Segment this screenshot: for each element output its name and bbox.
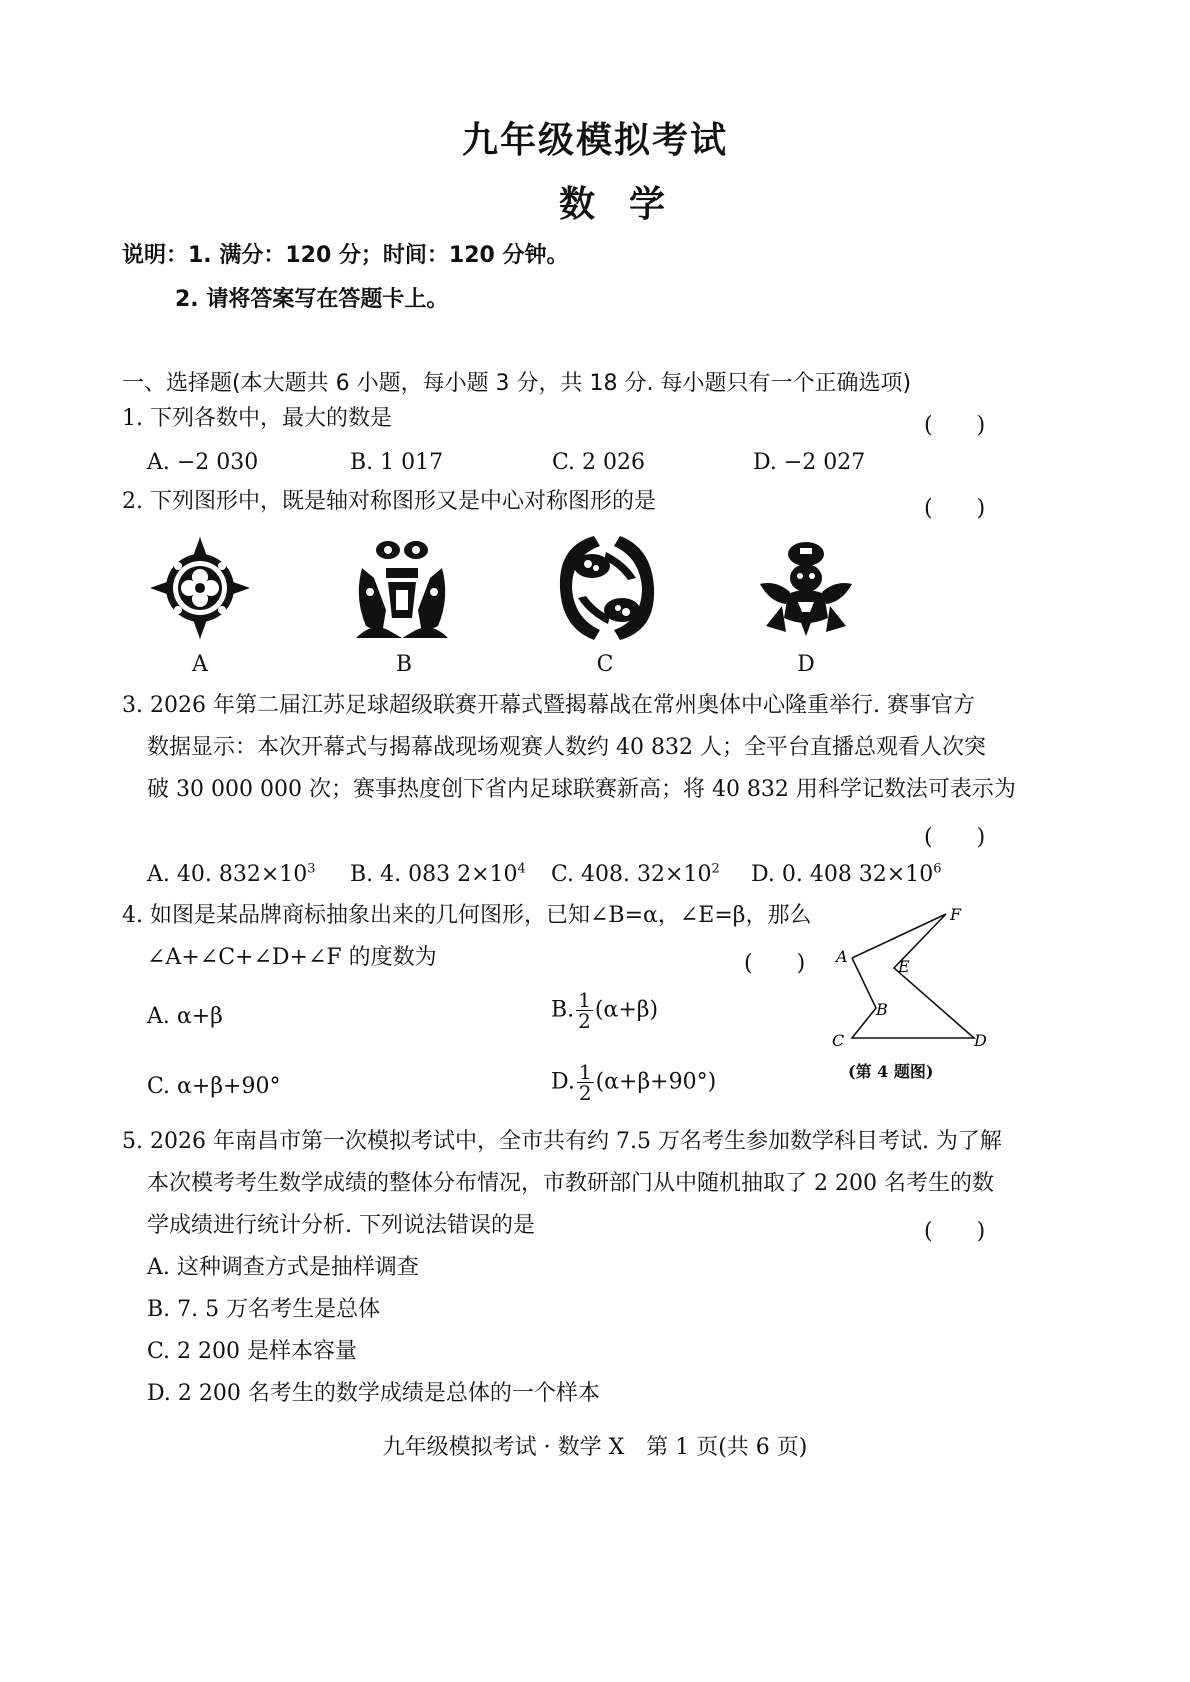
q4-point-e: E <box>898 957 910 976</box>
q4-option-a: A. α+β <box>147 1004 223 1029</box>
q5-option-c: C. 2 200 是样本容量 <box>147 1339 358 1364</box>
q4-figure-outline <box>852 914 974 1038</box>
q2-figure-d <box>756 540 856 638</box>
note-line-1: 说明：1. 满分：120 分；时间：120 分钟。 <box>122 243 569 268</box>
q4-option-b: B. $\frac{1}{2}$ (α+β) <box>551 988 659 1033</box>
q4-line-2: ∠A+∠C+∠D+∠F 的度数为 <box>147 945 437 970</box>
q2-figure-c <box>554 532 660 644</box>
q4-point-f: F <box>950 905 962 924</box>
q5-line-1: 5. 2026 年南昌市第一次模拟考试中，全市共有约 7.5 万名考生参加数学科目考试. 为了解 <box>122 1129 1002 1154</box>
q4-option-d: D. $\frac{1}{2}$ (α+β+90°) <box>551 1060 717 1105</box>
q4-answer-paren: ( ) <box>744 951 806 976</box>
q3-option-d: D. 0. 408 $32\times 10^6$ <box>751 861 942 887</box>
q4-figure-caption: (第 4 题图) <box>848 1062 934 1081</box>
q2-figure-b <box>352 538 452 640</box>
q3-option-c: C. 408. $32\times 10^2$ <box>551 861 720 887</box>
q5-line-3: 学成绩进行统计分析. 下列说法错误的是 <box>147 1213 535 1238</box>
q4-line-1: 4. 如图是某品牌商标抽象出来的几何图形，已知∠B=α，∠E=β，那么 <box>122 903 812 928</box>
q5-option-d: D. 2 200 名考生的数学成绩是总体的一个样本 <box>147 1381 600 1406</box>
q2-label-b: B <box>395 652 413 677</box>
q5-option-a: A. 这种调查方式是抽样调查 <box>147 1255 419 1280</box>
q3-line-1: 3. 2026 年第二届江苏足球超级联赛开幕式暨揭幕战在常州奥体中心隆重举行. 赛事官方 <box>122 693 975 718</box>
page-footer: 九年级模拟考试 · 数学 X 第 1 页(共 6 页) <box>382 1435 808 1460</box>
q4-option-c: C. α+β+90° <box>147 1074 281 1099</box>
q5-answer-paren: ( ) <box>924 1219 986 1244</box>
exam-title: 九年级模拟考试 <box>461 120 728 161</box>
subject-title: 数学 <box>558 184 699 225</box>
q2-label-a: A <box>192 652 208 677</box>
q1-option-d: D. −2 027 <box>753 450 866 475</box>
q4-point-a: A <box>836 947 848 966</box>
q3-line-3: 破 30 000 000 次；赛事热度创下省内足球联赛新高；将 40 832 用科学记数法可表示为 <box>147 777 1016 802</box>
q1-stem: 1. 下列各数中，最大的数是 <box>122 406 392 431</box>
q2-answer-paren: ( ) <box>924 496 986 521</box>
q2-label-d: D <box>797 652 815 677</box>
q1-option-b: B. 1 017 <box>350 450 444 475</box>
q1-option-c: C. 2 026 <box>552 450 646 475</box>
q1-option-a: A. −2 030 <box>147 450 259 475</box>
q2-label-c: C <box>596 652 614 677</box>
section-heading: 一、选择题(本大题共 6 小题，每小题 3 分，共 18 分. 每小题只有一个正确选项) <box>122 371 912 396</box>
q3-option-b: B. 4. 083 $2\times 10^4$ <box>350 861 526 887</box>
q3-line-2: 数据显示：本次开幕式与揭幕战现场观赛人数约 40 832 人；全平台直播总观看人次突 <box>147 735 986 760</box>
q4-geometry-figure <box>826 900 996 1060</box>
q2-stem: 2. 下列图形中，既是轴对称图形又是中心对称图形的是 <box>122 489 656 514</box>
q5-line-2: 本次模考考生数学成绩的整体分布情况，市教研部门从中随机抽取了 2 200 名考生的数 <box>147 1171 994 1196</box>
q4-point-b: B <box>876 1000 888 1019</box>
q4-point-d: D <box>974 1031 987 1050</box>
q2-figure-a <box>148 535 252 641</box>
q4-point-c: C <box>832 1031 845 1050</box>
q3-answer-paren: ( ) <box>924 825 986 850</box>
note-line-2: 2. 请将答案写在答题卡上。 <box>175 287 449 312</box>
q5-option-b: B. 7. 5 万名考生是总体 <box>147 1297 381 1322</box>
q3-option-a: A. 40. $832\times 10^3$ <box>147 861 316 887</box>
q1-answer-paren: ( ) <box>924 413 986 438</box>
